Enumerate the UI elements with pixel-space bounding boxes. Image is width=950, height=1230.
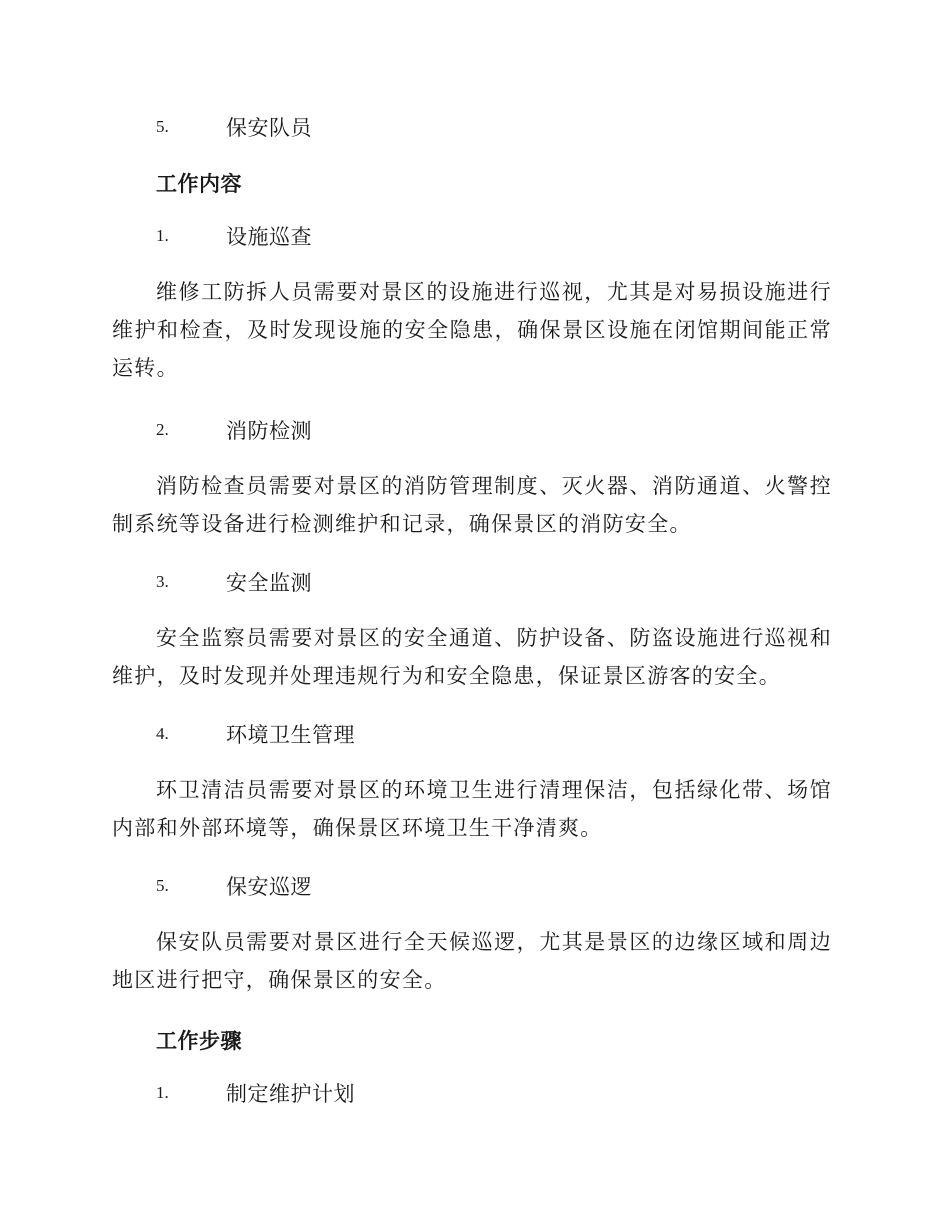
paragraph-text: 安全监察员需要对景区的安全通道、防护设备、防盗设施进行巡视和维护，及时发现并处理违规行为和安全隐患，保证景区游客的安全。	[112, 626, 832, 688]
paragraph-facility-inspection	[112, 273, 832, 387]
list-item-safety-monitoring	[156, 567, 312, 597]
list-item-maintenance-plan	[156, 1078, 355, 1108]
list-label: 制定维护计划	[226, 1082, 355, 1106]
list-number: 1.	[156, 226, 169, 245]
paragraph-security-patrol	[112, 923, 832, 999]
list-number: 1.	[156, 1083, 169, 1102]
list-label: 环境卫生管理	[226, 723, 355, 747]
paragraph-text: 消防检查员需要对景区的消防管理制度、灭火器、消防通道、火警控制系统等设备进行检测维护和记录，确保景区的消防安全。	[112, 474, 832, 536]
list-number: 5.	[156, 117, 169, 136]
section-heading-work-content: 工作内容	[156, 171, 242, 196]
paragraph-text: 环卫清洁员需要对景区的环境卫生进行清理保洁，包括绿化带、场馆内部和外部环境等，确保景区环境卫生干净清爽。	[112, 778, 832, 840]
list-item-security-patrol	[156, 871, 312, 901]
paragraph-fire-inspection	[112, 467, 832, 543]
list-item-fire-inspection	[156, 415, 312, 445]
section-heading-work-steps: 工作步骤	[156, 1028, 242, 1053]
list-number: 2.	[156, 420, 169, 439]
paragraph-text: 保安队员需要对景区进行全天候巡逻，尤其是景区的边缘区域和周边地区进行把守，确保景区的安全。	[112, 930, 832, 992]
list-number: 4.	[156, 724, 169, 743]
paragraph-safety-monitoring	[112, 619, 832, 695]
list-label: 保安巡逻	[226, 875, 312, 899]
list-label: 安全监测	[226, 571, 312, 595]
list-label: 设施巡查	[226, 225, 312, 249]
list-number: 5.	[156, 876, 169, 895]
list-label: 消防检测	[226, 419, 312, 443]
paragraph-sanitation	[112, 771, 832, 847]
list-label: 保安队员	[226, 116, 312, 140]
paragraph-text: 维修工防拆人员需要对景区的设施进行巡视，尤其是对易损设施进行维护和检查，及时发现设施的安全隐患，确保景区设施在闭馆期间能正常运转。	[112, 280, 832, 380]
list-item-security-staff	[156, 112, 312, 142]
list-item-sanitation	[156, 719, 355, 749]
list-number: 3.	[156, 572, 169, 591]
list-item-facility-inspection	[156, 221, 312, 251]
